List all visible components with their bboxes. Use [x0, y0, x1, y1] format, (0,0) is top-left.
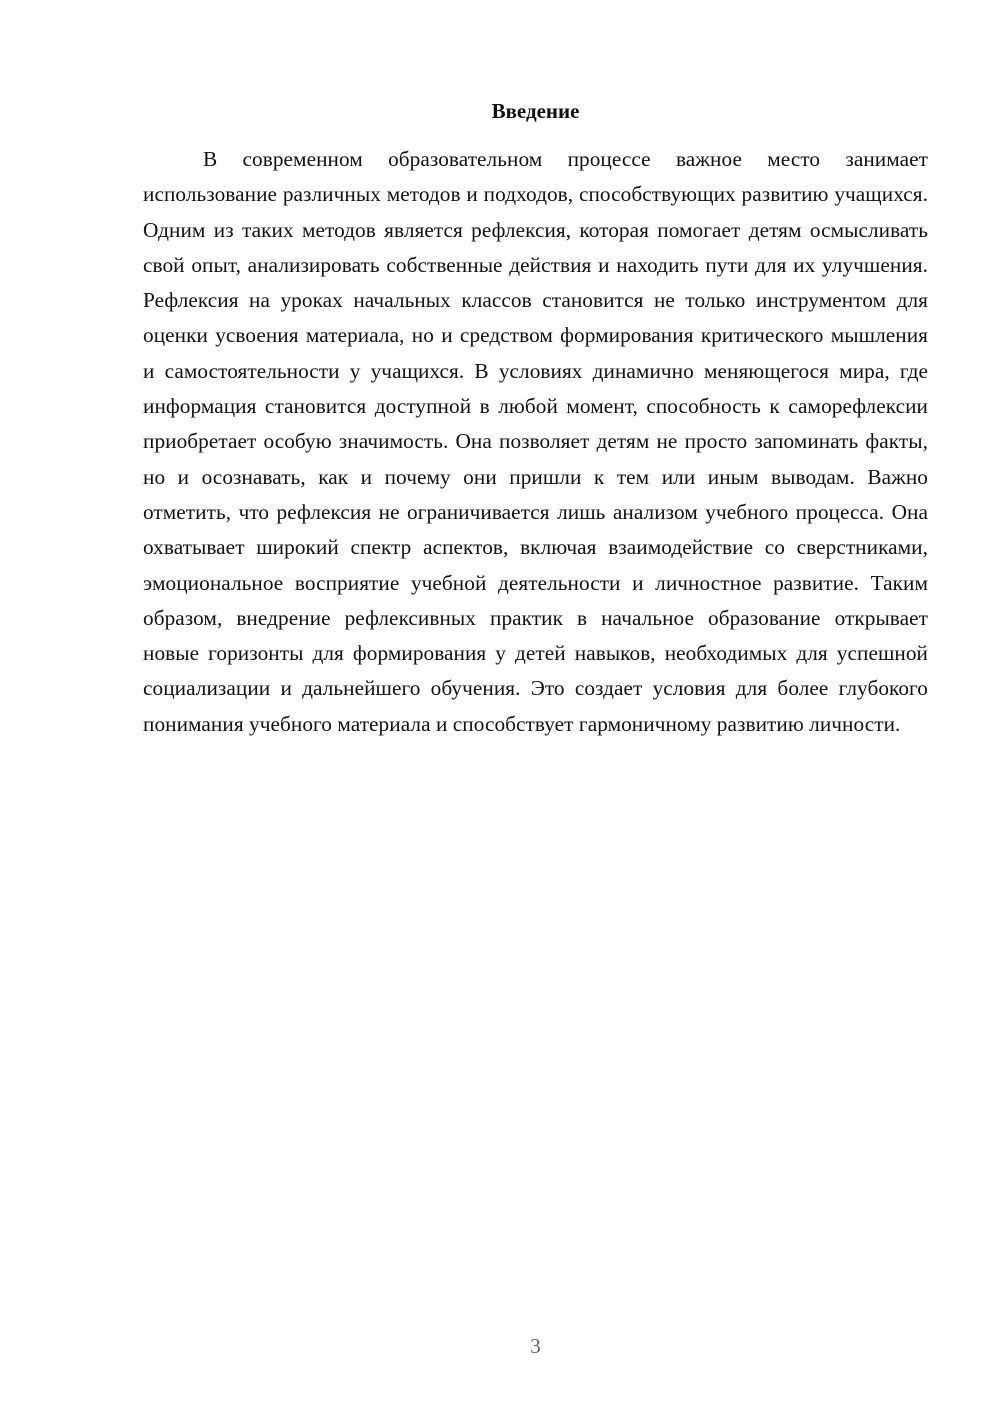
introduction-paragraph: В современном образовательном процессе важное место занимает использование различных методов и подходов, способствующих развитию учащихся. Одним из таких методов является рефлексия, которая помогает детям осмысливать свой опыт, анализировать собственные действия и находить пути для их улучшения. Рефлексия на уроках начальных классов становится не только инструментом для оценки усвоения материала, но и средством формирования критического мышления и самостоятельности у учащихся. В условиях динамично меняющегося мира, где информация становится доступной в любой момент, способность к саморефлексии приобретает особую значимость. Она позволяет детям не просто запоминать факты, но и осознавать, как и почему они пришли к тем или иным выводам. Важно отметить, что рефлексия не ограничивается лишь анализом учебного процесса. Она охватывает широкий спектр аспектов, включая взаимодействие со сверстниками, эмоциональное восприятие учебной деятельности и личностное развитие. Таким образом, внедрение рефлексивных практик в начальное образование открывает новые горизонты для формирования у детей навыков, необходимых для успешной социализации и дальнейшего обучения. Это создает условия для более глубокого понимания учебного материала и способствует гармоничному развитию личности. [143, 147, 928, 736]
section-title: Введение [491, 99, 580, 123]
page-number: 3 [530, 1334, 541, 1358]
